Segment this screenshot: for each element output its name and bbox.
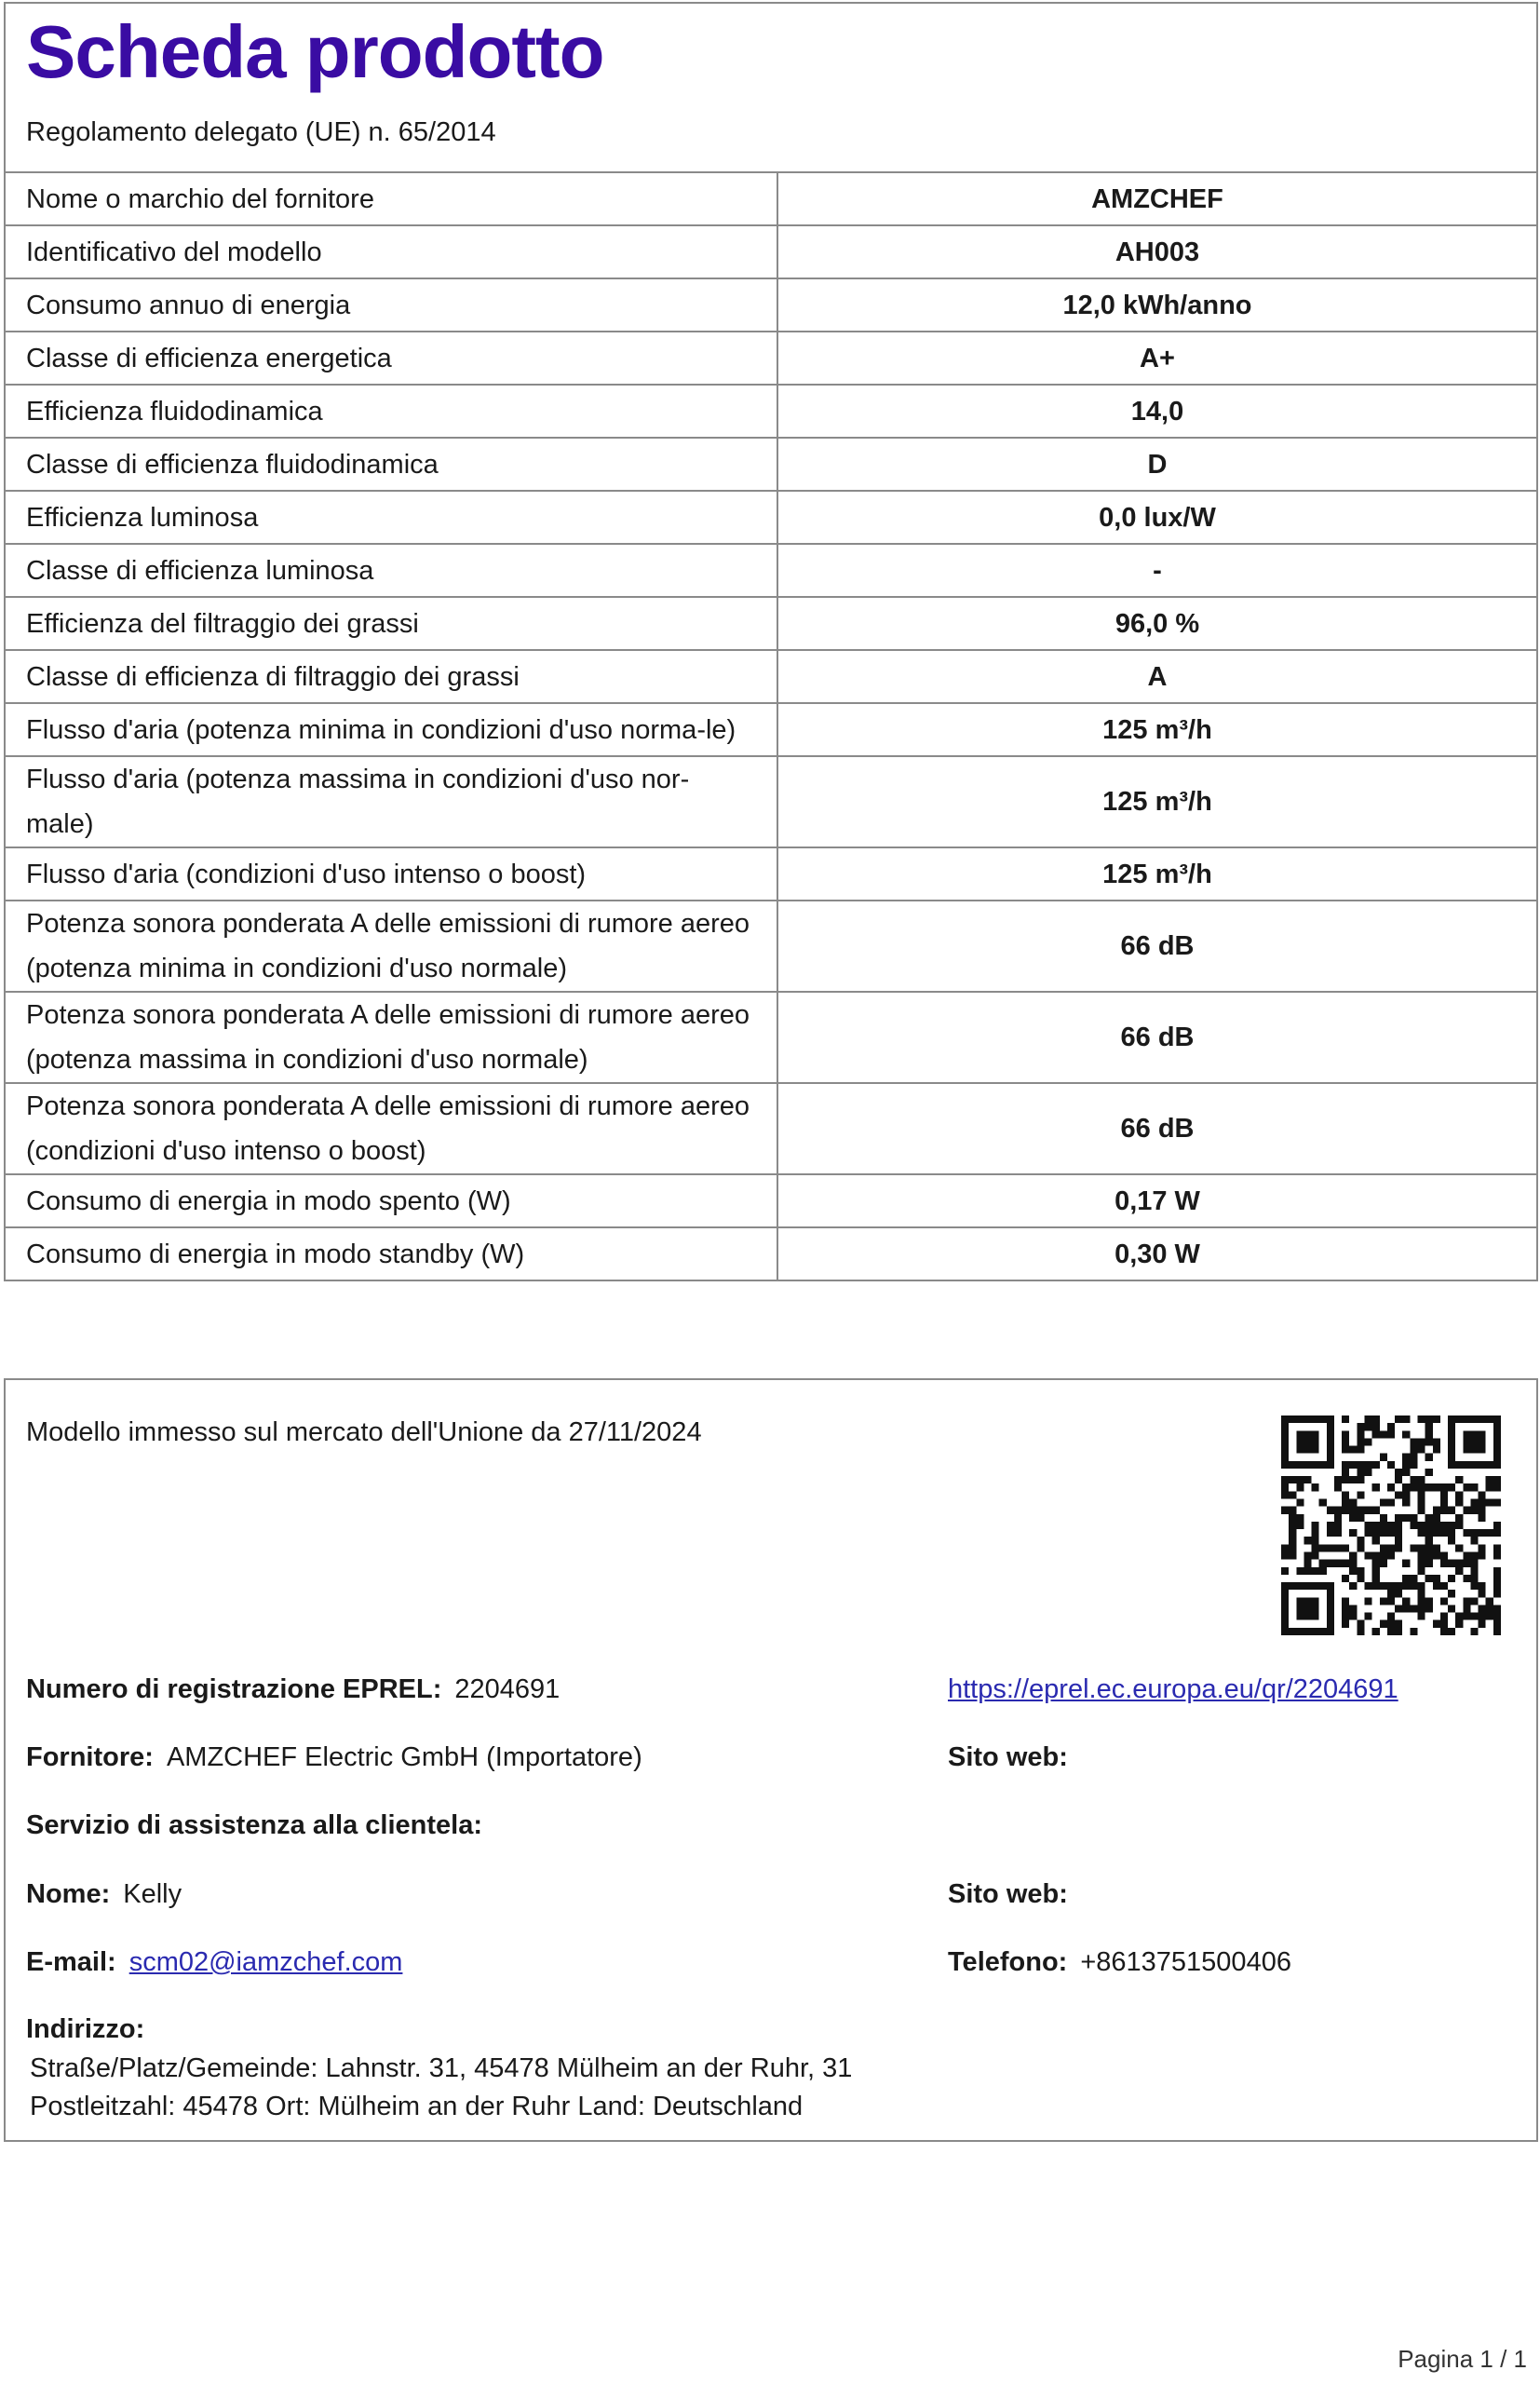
table-row — [6, 385, 1536, 438]
spec-table — [6, 173, 1536, 1280]
spec-label: Potenza sonora ponderata A delle emissioni di rumore aereo (potenza massima in condizioni d'uso normale) — [6, 992, 777, 1083]
spec-label: Consumo di energia in modo standby (W) — [26, 1239, 525, 1269]
spec-label: Nome o marchio del fornitore — [6, 173, 777, 225]
spec-value: 0,30 W — [777, 1227, 1536, 1280]
eprel-number: 2204691 — [454, 1674, 561, 1704]
registration-box — [4, 1378, 1538, 2142]
address-label: Indirizzo: — [26, 2014, 145, 2044]
spec-value: AMZCHEF — [777, 173, 1536, 225]
table-row — [6, 1174, 1536, 1227]
table-row — [6, 703, 1536, 756]
spec-value: 66 dB — [777, 1083, 1536, 1174]
table-row — [6, 332, 1536, 385]
spec-value: 66 dB — [777, 992, 1536, 1083]
spec-value: 66 dB — [777, 901, 1536, 992]
eprel-label: Numero di registrazione EPREL: — [26, 1674, 442, 1704]
spec-value: 125 m³/h — [777, 847, 1536, 901]
table-row — [6, 1227, 1536, 1280]
header — [6, 4, 1536, 173]
spec-value: AH003 — [777, 225, 1536, 278]
spec-value: 12,0 kWh/anno — [777, 278, 1536, 332]
address-line-2: Postleitzahl: 45478 Ort: Mülheim an der Ruhr Land: Deutschland — [30, 2092, 804, 2121]
email-link[interactable]: scm02@iamzchef.com — [128, 1947, 403, 1977]
table-row — [6, 847, 1536, 901]
supplier-value: AMZCHEF Electric GmbH (Importatore) — [166, 1742, 642, 1772]
spec-label: Identificativo del modello — [6, 225, 777, 278]
table-row — [6, 756, 1536, 847]
qr-code — [1281, 1416, 1501, 1635]
spec-label: Potenza sonora ponderata A delle emissioni di rumore aereo (condizioni d'uso intenso o boost) — [6, 1083, 777, 1174]
spec-label: Flusso d'aria (potenza minima in condizioni d'uso norma-le) — [6, 703, 777, 756]
table-row — [6, 225, 1536, 278]
spec-label: Classe di efficienza luminosa — [6, 544, 777, 597]
phone-value: +8613751500406 — [1080, 1947, 1291, 1977]
phone-label: Telefono: — [948, 1947, 1068, 1977]
spec-label: Classe di efficienza fluidodinamica — [6, 438, 777, 491]
market-date: Modello immesso sul mercato dell'Unione da 27/11/2024 — [26, 1417, 702, 1447]
spec-value: A+ — [777, 332, 1536, 385]
table-row — [6, 173, 1536, 225]
spec-label: Flusso d'aria (potenza massima in condizioni d'uso nor-male) — [6, 756, 777, 847]
spec-value: 125 m³/h — [777, 703, 1536, 756]
table-row — [6, 1083, 1536, 1174]
spec-label: Efficienza fluidodinamica — [6, 385, 777, 438]
spec-label: Classe di efficienza energetica — [6, 332, 777, 385]
table-row — [6, 597, 1536, 650]
spec-value: D — [777, 438, 1536, 491]
spec-value: 14,0 — [777, 385, 1536, 438]
spec-label: Classe di efficienza di filtraggio dei grassi — [6, 650, 777, 703]
customer-service-label: Servizio di assistenza alla clientela: — [26, 1810, 482, 1840]
website-label: Sito web: — [948, 1742, 1068, 1772]
spec-label: Efficienza del filtraggio dei grassi — [6, 597, 777, 650]
table-row — [6, 438, 1536, 491]
website-label-2: Sito web: — [948, 1879, 1068, 1909]
table-row — [6, 992, 1536, 1083]
name-value: Kelly — [123, 1879, 182, 1909]
eprel-link[interactable]: https://eprel.ec.europa.eu/qr/2204691 — [948, 1674, 1398, 1704]
spec-value: 125 m³/h — [777, 756, 1536, 847]
table-row — [6, 491, 1536, 544]
table-row — [6, 901, 1536, 992]
supplier-label: Fornitore: — [26, 1742, 154, 1772]
regulation-subtitle: Regolamento delegato (UE) n. 65/2014 — [26, 117, 496, 147]
spec-value: 96,0 % — [777, 597, 1536, 650]
table-row — [6, 544, 1536, 597]
product-sheet-box — [4, 2, 1538, 1281]
spec-label: Potenza sonora ponderata A delle emissioni di rumore aereo (potenza minima in condizioni d'uso normale) — [6, 901, 777, 992]
email-label: E-mail: — [26, 1947, 116, 1977]
spec-value: A — [777, 650, 1536, 703]
spec-label: Efficienza luminosa — [6, 491, 777, 544]
address-line-1: Straße/Platz/Gemeinde: Lahnstr. 31, 45478 Mülheim an der Ruhr, 31 — [30, 2053, 853, 2083]
table-row — [6, 278, 1536, 332]
spec-label: Consumo di energia in modo spento (W) — [6, 1174, 777, 1227]
spec-value: - — [777, 544, 1536, 597]
name-label: Nome: — [26, 1879, 111, 1909]
spec-label: Flusso d'aria (condizioni d'uso intenso o boost) — [6, 847, 777, 901]
spec-label: Consumo annuo di energia — [6, 278, 777, 332]
spec-value: 0,0 lux/W — [777, 491, 1536, 544]
table-row — [6, 650, 1536, 703]
page-title: Scheda prodotto — [26, 10, 604, 93]
page-number: Pagina 1 / 1 — [1398, 2345, 1527, 2373]
spec-value: 0,17 W — [777, 1174, 1536, 1227]
